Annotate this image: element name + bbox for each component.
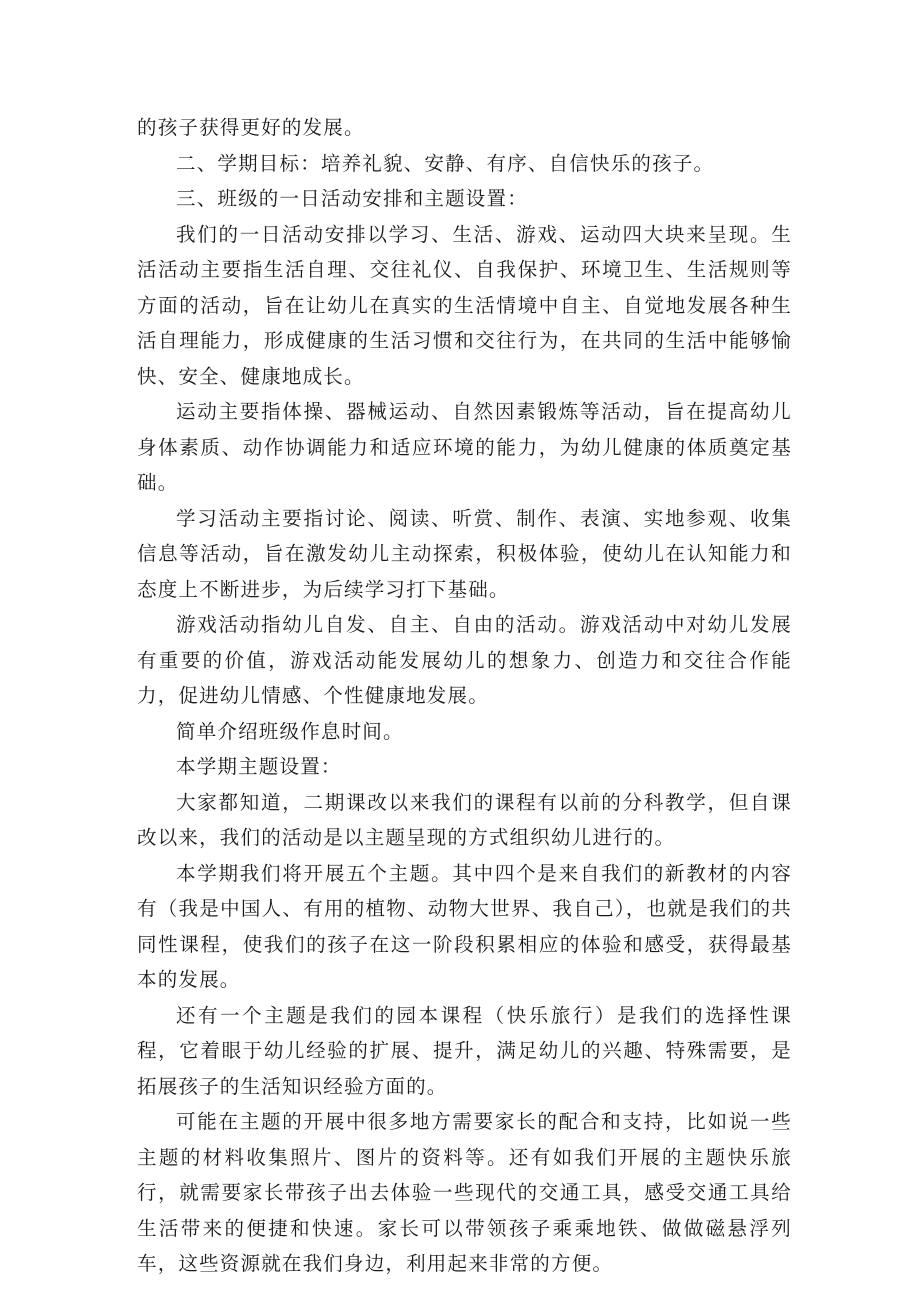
paragraph-parent-support: 可能在主题的开展中很多地方需要家长的配合和支持，比如说一些主题的材料收集照片、图片的资料等。还有如我们开展的主题快乐旅行，就需要家长带孩子出去体验一些现代的交通工具，感受交通工具给生活带来的便捷和快速。家长可以带领孩子乘乘地铁、做做磁悬浮列车，这些资源就在我们身边，利用起来非常的方便。	[137, 1110, 792, 1275]
paragraph-section-heading: 三、班级的一日活动安排和主题设置：	[176, 187, 528, 210]
paragraph-elective-course: 还有一个主题是我们的园本课程（快乐旅行）是我们的选择性课程，它着眼于幼儿经验的扩展、提升，满足幼儿的兴趣、特殊需要，是拓展孩子的生活知识经验方面的。	[137, 1003, 792, 1098]
paragraph-exercise: 运动主要指体操、器械运动、自然因素锻炼等活动，旨在提高幼儿身体素质、动作协调能力和适应环境的能力，为幼儿健康的体质奠定基础。	[137, 400, 792, 494]
document-body	[137, 110, 792, 1282]
paragraph-curriculum-reform: 大家都知道，二期课改以来我们的课程有以前的分科教学，但自课改以来，我们的活动是以主题呈现的方式组织幼儿进行的。	[137, 790, 792, 849]
paragraph-continuation: 的孩子获得更好的发展。	[137, 116, 365, 139]
paragraph-games: 游戏活动指幼儿自发、自主、自由的活动。游戏活动中对幼儿发展有重要的价值，游戏活动能发展幼儿的想象力、创造力和交往合作能力，促进幼儿情感、个性健康地发展。	[137, 613, 792, 707]
paragraph-daily-activities: 我们的一日活动安排以学习、生活、游戏、运动四大块来呈现。生活活动主要指生活自理、交往礼仪、自我保护、环境卫生、生活规则等方面的活动，旨在让幼儿在真实的生活情境中自主、自觉地发展各种生活自理能力，形成健康的生活习惯和交往行为，在共同的生活中能够愉快、安全、健康地成长。	[137, 222, 792, 388]
paragraph-semester-goal: 二、学期目标：培养礼貌、安静、有序、自信快乐的孩子。	[176, 151, 715, 175]
paragraph-learning: 学习活动主要指讨论、阅读、听赏、制作、表演、实地参观、收集信息等活动，旨在激发幼儿主动探索，积极体验，使幼儿在认知能力和态度上不断进步，为后续学习打下基础。	[137, 506, 792, 601]
paragraph-schedule: 简单介绍班级作息时间。	[176, 719, 404, 743]
paragraph-theme-heading: 本学期主题设置：	[176, 755, 342, 778]
paragraph-five-themes: 本学期我们将开展五个主题。其中四个是来自我们的新教材的内容有（我是中国人、有用的植物、动物大世界、我自己），也就是我们的共同性课程，使我们的孩子在这一阶段积累相应的体验和感受，获得最基本的发展。	[137, 861, 792, 991]
